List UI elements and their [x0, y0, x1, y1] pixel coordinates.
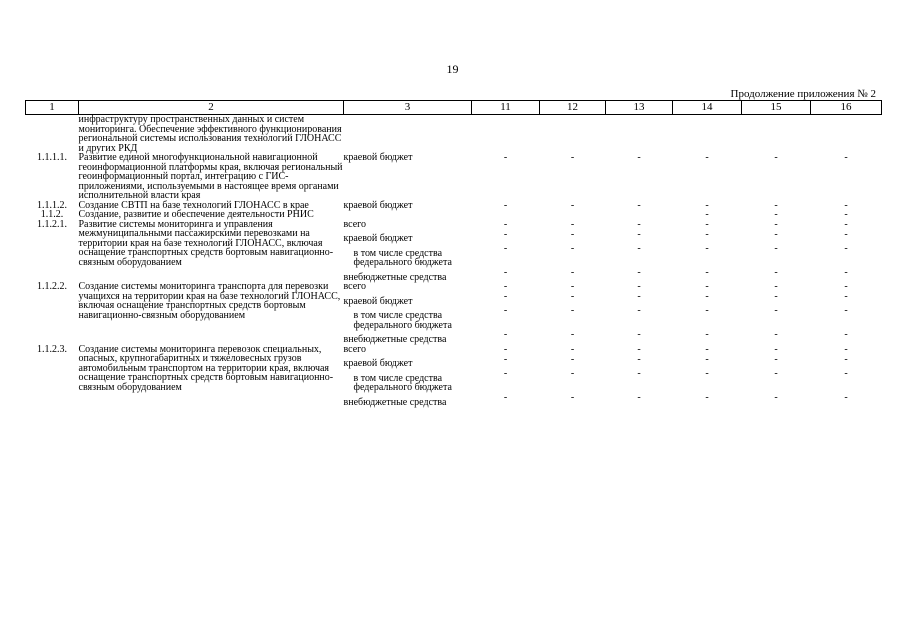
value: - [774, 152, 778, 163]
funding-source: краевой бюджет [343, 295, 413, 307]
value: - [705, 152, 709, 163]
funding-source: внебюджетные средства [343, 396, 447, 408]
value: - [637, 266, 641, 278]
row-title: инфраструктуру пространственных данных и систем мониторинга. Обеспечение эффективного функционирования региональной системы использования технологий ГЛОНАСС и других РКД [78, 114, 342, 154]
value: - [844, 305, 848, 316]
value: - [637, 242, 641, 254]
funding-source: внебюджетные средства [343, 334, 447, 345]
value: - [570, 291, 575, 302]
value: - [774, 228, 778, 240]
column-header: 13 [606, 101, 673, 115]
value: - [503, 391, 508, 403]
header-row [26, 101, 882, 115]
funding-source: всего [343, 343, 367, 355]
value-cell [606, 115, 673, 154]
page-number: 19 [446, 62, 459, 76]
value-cell [811, 282, 882, 345]
value: - [637, 228, 641, 240]
value: - [503, 281, 508, 292]
value: - [705, 353, 709, 365]
row-title: Развитие системы мониторинга и управления межмуниципальными пассажирскими перевозками на территории края на базе технологий ГЛОНАСС, включая оснащение транспортных средств бортовым навигационно-связным оборудованием [78, 218, 334, 268]
value-cell [811, 220, 882, 283]
value-cell [472, 201, 540, 211]
value-cell [472, 282, 540, 345]
funding-sources [344, 282, 472, 345]
value: - [774, 343, 778, 355]
value: - [637, 305, 641, 316]
funding-source: всего [343, 281, 367, 292]
value-cell [811, 345, 882, 408]
value: - [705, 218, 709, 230]
value: - [844, 228, 848, 240]
value: - [844, 218, 848, 230]
value: - [844, 391, 848, 403]
value-cell [472, 220, 540, 283]
value: - [844, 367, 848, 379]
table-row [26, 115, 882, 154]
funding-source: в том числе средства федерального бюджета [353, 310, 452, 331]
value: - [570, 281, 575, 292]
value: - [503, 242, 508, 254]
row-title: Создание, развитие и обеспечение деятельности РНИС [78, 209, 314, 220]
continuation-note: Продолжение приложения № 2 [730, 88, 876, 100]
value: - [570, 343, 575, 355]
column-header: 14 [673, 101, 742, 115]
value-cell [540, 115, 606, 154]
value: - [774, 305, 778, 316]
value: - [705, 367, 709, 379]
value: - [570, 218, 575, 230]
value: - [705, 291, 709, 302]
row-number: 1.1.2.1. [37, 218, 67, 230]
funding-source: всего [343, 218, 367, 230]
value: - [570, 391, 575, 403]
column-header: 11 [472, 101, 540, 115]
value: - [844, 266, 848, 278]
table-row [26, 220, 882, 283]
value: - [774, 367, 778, 379]
value: - [844, 152, 848, 163]
funding-sources [344, 345, 472, 408]
value: - [774, 391, 778, 403]
row-number: 1.1.2.3. [37, 343, 67, 355]
value: - [774, 281, 778, 292]
value: - [570, 266, 575, 278]
value: - [844, 199, 848, 211]
value-cell [540, 345, 606, 408]
value: - [705, 391, 709, 403]
value: - [637, 367, 641, 379]
value-cell [742, 282, 811, 345]
value: - [844, 242, 848, 254]
value-cell [673, 345, 742, 408]
value: - [637, 199, 641, 211]
value: - [570, 242, 575, 254]
value: - [503, 353, 508, 365]
row-number: 1.1.2. [40, 209, 64, 220]
value: - [844, 353, 848, 365]
column-header: 16 [811, 101, 882, 115]
row-title: Развитие единой многофункциональной навигационной геоинформационной платформы края, включая региональный геоинформационный портал, интеграцию с ГИС-приложениями, используемыми в настоящее время органами исполнительной власти края [78, 152, 343, 201]
value: - [570, 367, 575, 379]
value: - [705, 242, 709, 254]
row-number: 1.1.1.2. [37, 199, 67, 211]
value: - [570, 152, 575, 163]
value: - [637, 281, 641, 292]
value-cell [673, 153, 742, 201]
value: - [570, 305, 575, 316]
value: - [774, 266, 778, 278]
table-body [26, 115, 882, 408]
funding-source: краевой бюджет [343, 233, 413, 244]
funding-source: краевой бюджет [343, 358, 413, 369]
value: - [503, 218, 508, 230]
value: - [705, 281, 709, 292]
column-header: 1 [26, 101, 79, 115]
value-cell [742, 115, 811, 154]
column-header: 15 [742, 101, 811, 115]
value: - [503, 228, 508, 240]
value: - [705, 305, 709, 316]
funding-sources [344, 153, 472, 201]
value-cell [606, 153, 673, 201]
row-title: Создание СВТП на базе технологий ГЛОНАСС в крае [78, 199, 309, 211]
value-cell [673, 282, 742, 345]
value: - [570, 329, 575, 340]
value: - [844, 329, 848, 340]
table-row [26, 345, 882, 408]
column-header: 3 [344, 101, 472, 115]
value: - [503, 343, 508, 355]
value: - [570, 353, 575, 365]
value: - [503, 291, 508, 302]
value-cell [540, 282, 606, 345]
value-cell [742, 153, 811, 201]
value: - [774, 209, 778, 220]
row-number [26, 115, 79, 154]
value: - [705, 209, 709, 220]
row-number: 1.1.2.2. [37, 281, 67, 292]
value: - [637, 291, 641, 302]
value-cell [811, 115, 882, 154]
value: - [705, 228, 709, 240]
value-cell [606, 345, 673, 408]
value: - [637, 152, 641, 163]
value-cell [472, 345, 540, 408]
funding-source: краевой бюджет [343, 199, 413, 211]
funding-sources [344, 115, 472, 154]
funding-source: краевой бюджет [343, 152, 413, 163]
value: - [774, 329, 778, 340]
value: - [637, 343, 641, 355]
value-cell [606, 282, 673, 345]
value-cell [673, 220, 742, 283]
funding-sources [344, 220, 472, 283]
value: - [705, 329, 709, 340]
funding-source: в том числе средства федерального бюджета [353, 247, 452, 268]
value: - [503, 152, 508, 163]
value: - [844, 209, 848, 220]
value: - [705, 343, 709, 355]
value-cell [540, 153, 606, 201]
row-title: Создание системы мониторинга перевозок специальных, опасных, крупногабаритных и тяжеловесных грузов автомобильным транспортом на территории края, включая оснащение транспортных средств бортовым навигационно-связным оборудованием [78, 343, 334, 393]
value: - [705, 199, 709, 211]
value: - [844, 281, 848, 292]
value: - [503, 266, 508, 278]
value-cell [811, 153, 882, 201]
table-row [26, 282, 882, 345]
value-cell [742, 345, 811, 408]
column-header: 2 [79, 101, 344, 115]
value: - [503, 329, 508, 340]
value: - [844, 343, 848, 355]
value-cell [540, 220, 606, 283]
value: - [844, 291, 848, 302]
value: - [637, 391, 641, 403]
row-title: Создание системы мониторинга транспорта для перевозки учащихся на территории края на базе технологий ГЛОНАСС, включая оснащение транспортных средств бортовым навигационно-связным оборудованием [78, 281, 341, 321]
value-cell [472, 115, 540, 154]
appendix-table [25, 100, 882, 407]
value: - [774, 199, 778, 211]
value: - [637, 218, 641, 230]
funding-sources [344, 201, 472, 211]
value-cell [673, 115, 742, 154]
value: - [637, 329, 641, 340]
value-cell [606, 220, 673, 283]
value: - [774, 353, 778, 365]
funding-source: в том числе средства федерального бюджета [353, 372, 452, 393]
value: - [503, 367, 508, 379]
value: - [637, 353, 641, 365]
value: - [774, 218, 778, 230]
value-cell [742, 220, 811, 283]
value: - [774, 242, 778, 254]
value: - [503, 305, 508, 316]
value: - [503, 199, 508, 211]
funding-source: внебюджетные средства [343, 271, 447, 283]
value-cell [472, 153, 540, 201]
value: - [705, 266, 709, 278]
row-number: 1.1.1.1. [37, 152, 67, 163]
table-row [26, 153, 882, 201]
value-cell [540, 201, 606, 211]
value: - [570, 199, 575, 211]
value: - [570, 228, 575, 240]
value: - [774, 291, 778, 302]
value-cell [606, 201, 673, 211]
column-header: 12 [540, 101, 606, 115]
